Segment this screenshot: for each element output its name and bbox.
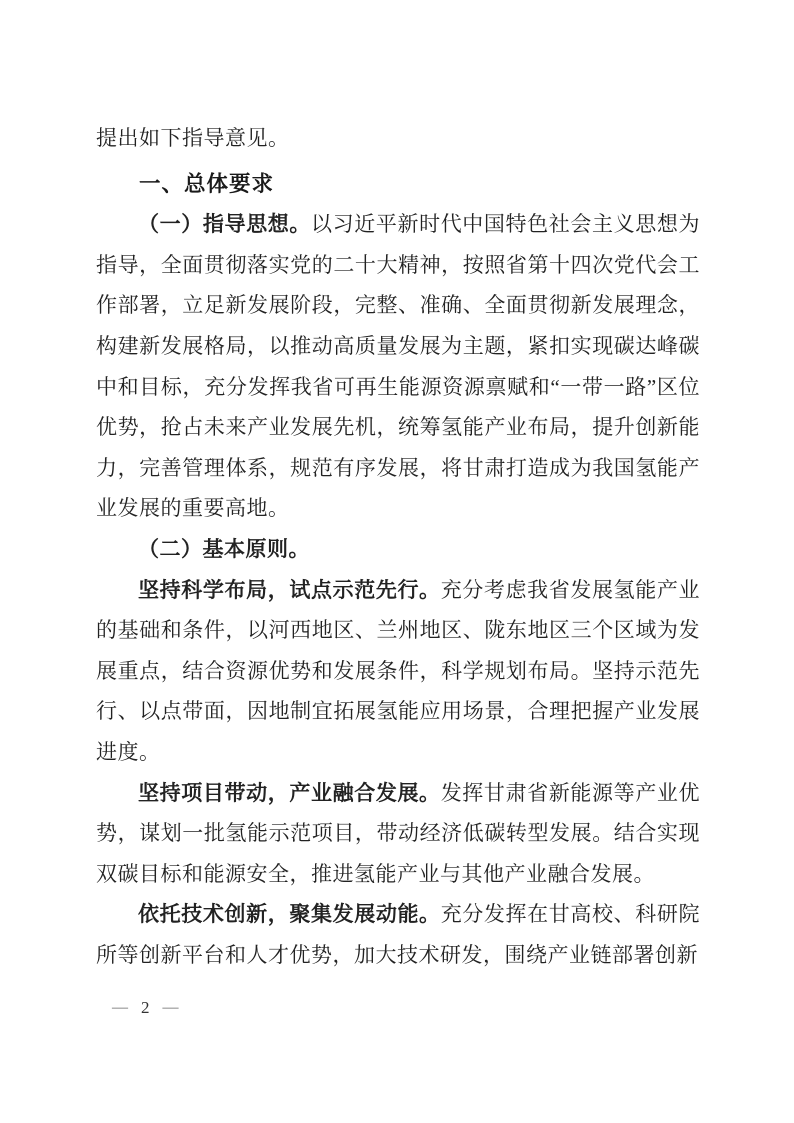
footer-dash-right: — <box>162 999 179 1016</box>
paragraph-project-driven <box>96 773 700 895</box>
paragraph-lead: 坚持项目带动，产业融合发展。 <box>138 780 441 805</box>
page-footer <box>112 997 179 1019</box>
paragraph-scientific-layout <box>96 570 700 773</box>
document-body <box>96 118 700 975</box>
paragraph-text: 充分考虑我省发展氢能产业的基础和条件，以河西地区、兰州地区、陇东地区三个区域为发展重点，结合资源优势和发展条件，科学规划布局。坚持示范先行、以点带面，因地制宜拓展氢能应用场景，合理把握产业发展进度。 <box>96 577 701 764</box>
paragraph-lead: （二）基本原则。 <box>138 536 310 561</box>
section-heading: 一、总体要求 <box>139 171 275 196</box>
paragraph-lead: 依托技术创新，聚集发展动能。 <box>138 902 441 927</box>
paragraph-text: 以习近平新时代中国特色社会主义思想为指导，全面贯彻落实党的二十大精神，按照省第十四次党代会工作部署，立足新发展阶段，完整、准确、全面贯彻新发展理念，构建新发展格局，以推动高质量发展为主题，紧扣实现碳达峰碳中和目标，充分发挥我省可再生能源资源禀赋和“一带一路”区位优势，抢占未来产业发展先机，统筹氢能产业布局，提升创新能力，完善管理体系，规范有序发展，将甘肃打造成为我国氢能产业发展的重要高地。 <box>96 212 701 521</box>
footer-dash-left: — <box>112 999 128 1016</box>
paragraph-text: 充分发挥在甘高校、科研院所等创新平台和人才优势，加大技术研发，围绕产业链部署创新 <box>96 902 701 967</box>
paragraph-guiding-ideology <box>96 204 700 529</box>
paragraph-lead: 坚持科学布局，试点示范先行。 <box>138 577 441 602</box>
paragraph-basic-principles <box>96 529 700 570</box>
intro-paragraph: 提出如下指导意见。 <box>96 126 290 150</box>
paragraph-text: 发挥甘肃省新能源等产业优势，谋划一批氢能示范项目，带动经济低碳转型发展。结合实现双碳目标和能源安全，推进氢能产业与其他产业融合发展。 <box>96 780 701 886</box>
page-number: 2 <box>141 998 150 1017</box>
paragraph-tech-innovation <box>96 894 700 975</box>
paragraph-lead: （一）指导思想。 <box>138 212 311 237</box>
